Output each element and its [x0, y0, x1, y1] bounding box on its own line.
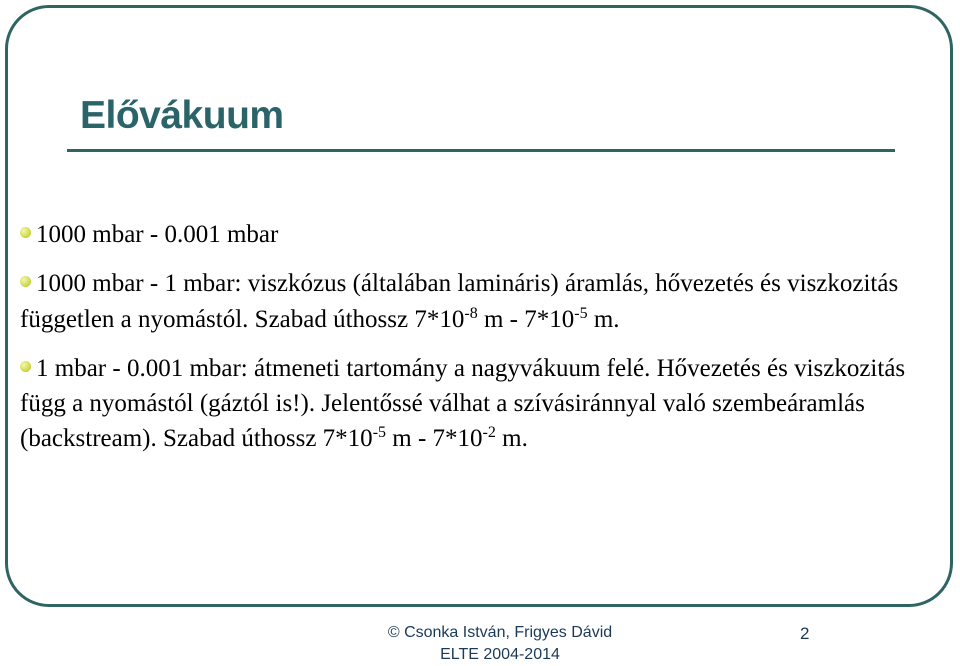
bullet-3-text-part3: m. — [495, 425, 528, 452]
footer-affiliation: ELTE 2004-2014 — [440, 646, 560, 663]
yellow-sphere-bullet-icon — [20, 276, 31, 287]
bullet-2-text-part3: m. — [587, 306, 620, 333]
bullet-2-exponent-2: -5 — [574, 305, 588, 322]
slide-footer — [370, 622, 630, 666]
slide-title: Elővákuum — [80, 94, 284, 137]
yellow-sphere-bullet-icon — [20, 361, 31, 372]
bullet-2-text-part2: m - 7*10 — [477, 306, 575, 333]
bullet-2-text-part1: 1000 mbar - 1 mbar: viszkózus (általában lamináris) áramlás, hővezetés és viszkozitás független a nyomástól. Szabad úthossz 7*10 — [20, 270, 899, 333]
bullet-2-exponent-1: -8 — [464, 305, 478, 322]
yellow-sphere-bullet-icon — [20, 227, 31, 238]
bullet-list — [20, 217, 940, 469]
title-underline — [67, 149, 895, 152]
bullet-1-text: 1000 mbar - 0.001 mbar — [36, 221, 279, 248]
bullet-3-exponent-1: -5 — [372, 424, 387, 441]
bullet-3-text-part1: 1 mbar - 0.001 mbar: átmeneti tartomány a nagyvákuum felé. Hővezetés és viszkozitás függ a nyomástól (gáztól is!). Jelentőssé válhat a szívásiránnyal való szembeáramlás (backstream). Szabad úthossz 7*10 — [20, 355, 906, 452]
footer-copyright: © Csonka István, Frigyes Dávid — [387, 624, 613, 641]
bullet-3-text-part2: m - 7*10 — [386, 425, 483, 452]
bullet-3-exponent-2: -2 — [482, 424, 496, 441]
bullet-item-1 — [20, 217, 940, 253]
bullet-item-2 — [20, 266, 940, 338]
bullet-item-3 — [20, 351, 940, 456]
page-number: 2 — [800, 624, 810, 643]
